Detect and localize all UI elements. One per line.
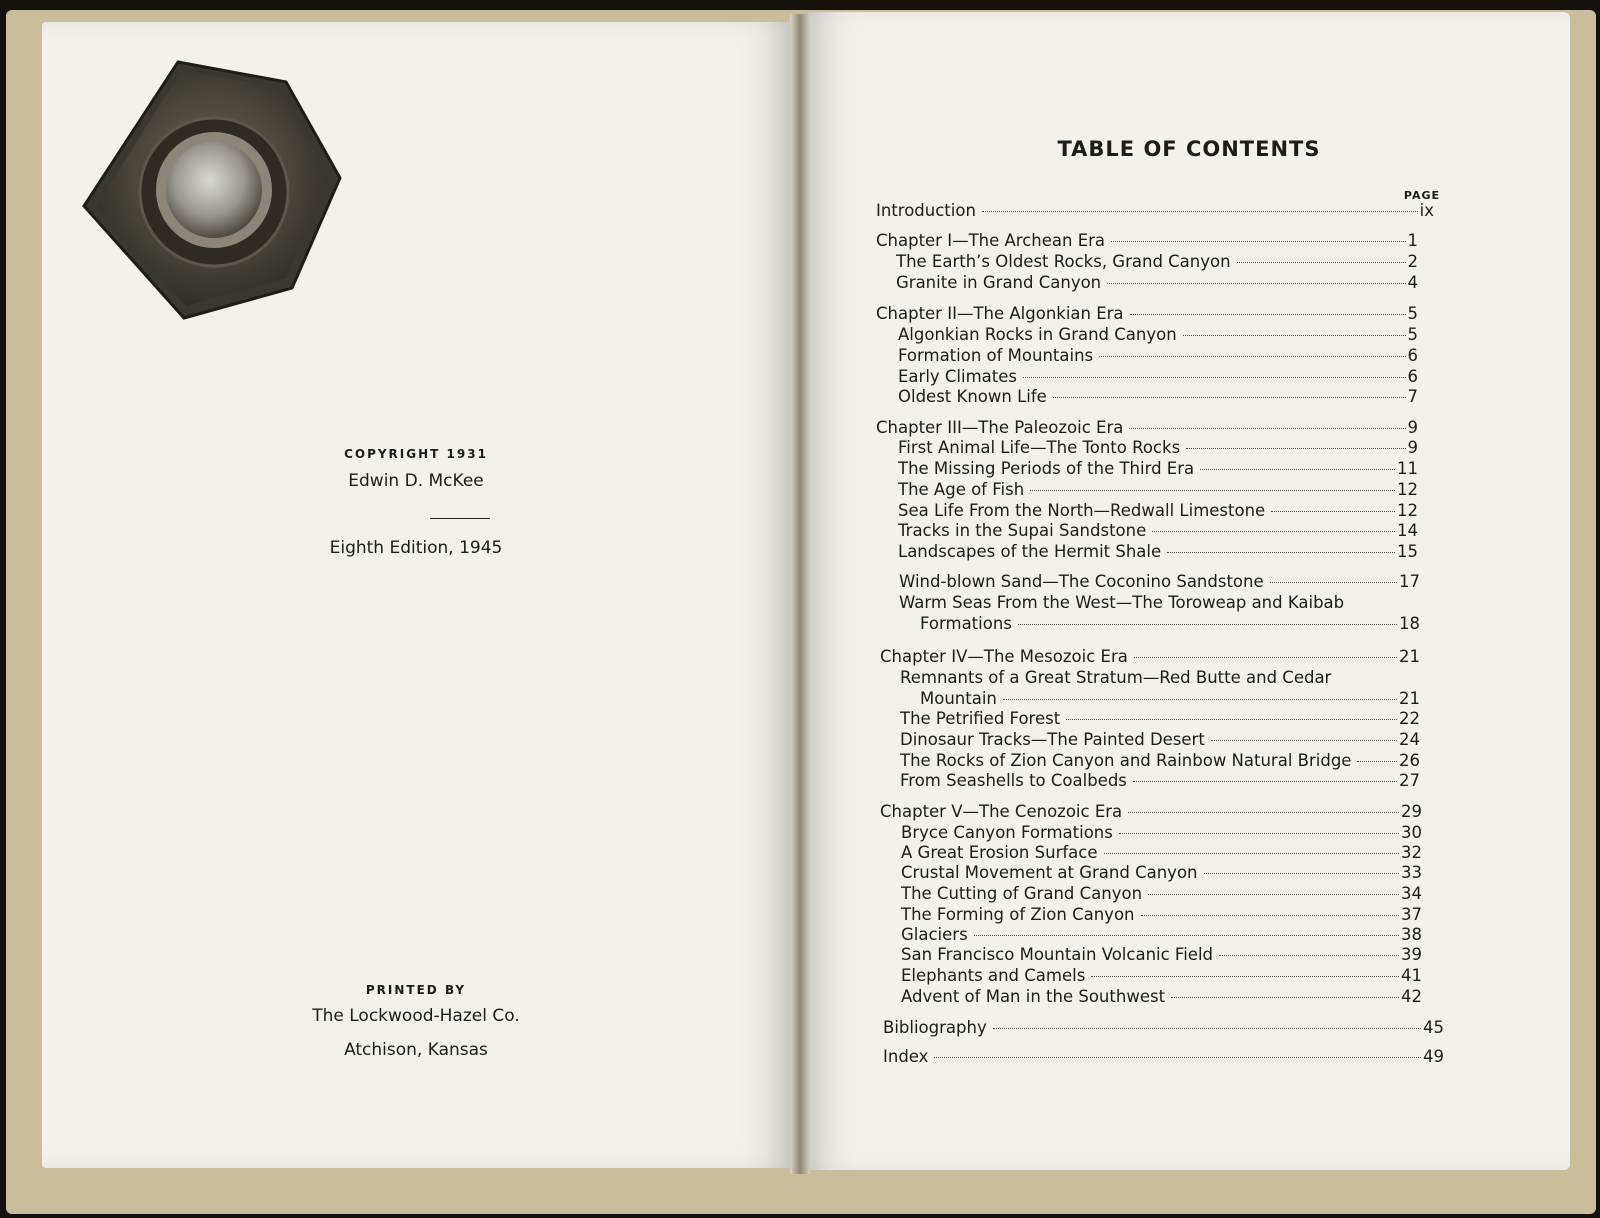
toc-entry — [901, 986, 1422, 1008]
toc-entry-title: Mountain — [920, 689, 997, 708]
dot-leader — [1104, 853, 1400, 854]
toc-entry-title: Chapter I—The Archean Era — [876, 231, 1106, 250]
toc-entry-title: Chapter IV—The Mesozoic Era — [880, 647, 1128, 666]
toc-entry-title: The Earth’s Oldest Rocks, Grand Canyon — [896, 252, 1231, 271]
toc-entry-page: 41 — [1401, 966, 1422, 985]
toc-entry-page: 17 — [1399, 572, 1420, 591]
toc-entry-title: Introduction — [876, 201, 976, 220]
dot-leader — [1107, 283, 1405, 284]
toc-entry-page: 32 — [1401, 843, 1422, 862]
toc-entry-page: 5 — [1407, 325, 1418, 344]
toc-entry-page: 21 — [1399, 647, 1420, 666]
toc-entry-page: 18 — [1399, 614, 1420, 633]
toc-entry-title: Advent of Man in the Southwest — [901, 987, 1166, 1006]
toc-entry-title: Tracks in the Supai Sandstone — [898, 521, 1147, 540]
author-name: Edwin D. McKee — [348, 471, 484, 491]
dot-leader — [1183, 335, 1406, 336]
toc-entry-page: 9 — [1407, 438, 1418, 457]
toc-entry — [898, 541, 1418, 563]
dot-leader — [1119, 833, 1399, 834]
toc-entry — [883, 1046, 1444, 1068]
toc-entry — [900, 729, 1420, 751]
toc-entry-page: 11 — [1397, 459, 1418, 478]
dot-leader — [1237, 262, 1406, 263]
toc-entry-page: 27 — [1399, 771, 1420, 790]
toc-entry-page: 7 — [1407, 387, 1418, 406]
toc-entry — [896, 272, 1418, 294]
dot-leader — [1219, 955, 1399, 956]
toc-entry — [900, 750, 1420, 772]
toc-entry-title: First Animal Life—The Tonto Rocks — [898, 438, 1181, 457]
toc-entry-title: Chapter III—The Paleozoic Era — [876, 418, 1124, 437]
toc-entry-page: ix — [1419, 201, 1434, 220]
toc-entry — [900, 708, 1420, 730]
toc-entry — [901, 924, 1422, 946]
toc-entry-title: San Francisco Mountain Volcanic Field — [901, 945, 1214, 964]
toc-entry — [880, 646, 1420, 668]
copyright-label: COPYRIGHT 1931 — [344, 447, 488, 461]
toc-entry — [880, 801, 1422, 823]
dot-leader — [1130, 314, 1406, 315]
toc-entry-title: The Age of Fish — [898, 480, 1025, 499]
toc-entry — [898, 324, 1418, 346]
book-gutter — [790, 14, 810, 1174]
dot-leader — [1023, 377, 1405, 378]
dot-leader — [1003, 699, 1397, 700]
toc-entry — [898, 386, 1418, 408]
toc-entry — [898, 500, 1418, 522]
dot-leader — [1204, 873, 1399, 874]
toc-entry-page: 29 — [1401, 802, 1422, 821]
dot-leader — [1152, 531, 1395, 532]
toc-entry-page: 39 — [1401, 945, 1422, 964]
toc-entry — [898, 366, 1418, 388]
toc-entry-page: 49 — [1423, 1047, 1444, 1066]
toc-entry-title: Wind-blown Sand—The Coconino Sandstone — [899, 572, 1264, 591]
dot-leader — [1129, 428, 1405, 429]
dot-leader — [1128, 812, 1399, 813]
dot-leader — [1018, 624, 1397, 625]
dot-leader — [1357, 761, 1397, 762]
dot-leader — [1271, 511, 1395, 512]
toc-entry-title: Granite in Grand Canyon — [896, 273, 1102, 292]
toc-entry — [898, 479, 1418, 501]
toc-entry-page: 37 — [1401, 905, 1422, 924]
toc-entry-page: 12 — [1397, 501, 1418, 520]
toc-entry — [883, 1017, 1444, 1039]
toc-entry-page: 26 — [1399, 751, 1420, 770]
toc-entry-page: 1 — [1407, 231, 1418, 250]
toc-entry-title: Crustal Movement at Grand Canyon — [901, 863, 1198, 882]
toc-entry-page: 33 — [1401, 863, 1422, 882]
dot-leader — [1211, 740, 1397, 741]
toc-entry — [876, 230, 1418, 252]
edition-text: Eighth Edition, 1945 — [329, 538, 503, 558]
toc-entry-page: 21 — [1399, 689, 1420, 708]
dot-leader — [1167, 552, 1395, 553]
dot-leader — [1091, 976, 1399, 977]
dot-leader — [1171, 997, 1399, 998]
toc-entry-page: 38 — [1401, 925, 1422, 944]
toc-entry-title: The Forming of Zion Canyon — [901, 905, 1135, 924]
toc-entry-title: Early Climates — [898, 367, 1018, 386]
toc-entry-page: 14 — [1397, 521, 1418, 540]
toc-entry-title: The Cutting of Grand Canyon — [901, 884, 1143, 903]
toc-entry-title: Chapter V—The Cenozoic Era — [880, 802, 1123, 821]
toc-entry-title: From Seashells to Coalbeds — [900, 771, 1127, 790]
hex-nut-icon — [78, 56, 346, 324]
page-column-label: PAGE — [1403, 189, 1440, 202]
toc-entry-title: Elephants and Camels — [901, 966, 1086, 985]
toc-entry — [920, 688, 1420, 710]
toc-entry-title: Bibliography — [883, 1018, 987, 1037]
toc-entry-page: 2 — [1407, 252, 1418, 271]
dot-leader — [993, 1028, 1421, 1029]
toc-entry-text: Warm Seas From the West—The Toroweap and Kaibab — [899, 593, 1345, 612]
dot-leader — [1134, 657, 1397, 658]
toc-entry-title: Glaciers — [901, 925, 968, 944]
toc-entry — [898, 345, 1418, 367]
toc-entry-title: Dinosaur Tracks—The Painted Desert — [900, 730, 1205, 749]
toc-entry-title: Algonkian Rocks in Grand Canyon — [898, 325, 1177, 344]
toc-entry-title: Index — [883, 1047, 929, 1066]
dot-leader — [1200, 469, 1395, 470]
toc-entry-title: Formation of Mountains — [898, 346, 1094, 365]
toc-entry-title: Bryce Canyon Formations — [901, 823, 1113, 842]
toc-entry-title: Landscapes of the Hermit Shale — [898, 542, 1162, 561]
toc-entry — [899, 571, 1420, 593]
dot-leader — [1066, 719, 1397, 720]
toc-entry-page: 45 — [1423, 1018, 1444, 1037]
toc-entry-title: Chapter II—The Algonkian Era — [876, 304, 1124, 323]
printer-name: The Lockwood-Hazel Co. — [312, 1006, 520, 1026]
toc-entry-title: The Rocks of Zion Canyon and Rainbow Natural Bridge — [900, 751, 1352, 770]
toc-entry — [901, 883, 1422, 905]
dot-leader — [1030, 490, 1395, 491]
toc-entry-title: Oldest Known Life — [898, 387, 1047, 406]
toc-title: TABLE OF CONTENTS — [1057, 137, 1321, 161]
toc-entry-title: A Great Erosion Surface — [901, 843, 1098, 862]
toc-entry-page: 42 — [1401, 987, 1422, 1006]
toc-entry — [898, 520, 1418, 542]
toc-entry — [920, 613, 1420, 635]
toc-entry — [876, 200, 1434, 222]
toc-entry-page: 4 — [1407, 273, 1418, 292]
toc-entry — [901, 965, 1422, 987]
dot-leader — [982, 211, 1418, 212]
dot-leader — [1053, 397, 1406, 398]
toc-entry — [876, 417, 1418, 439]
toc-entry-page: 5 — [1407, 304, 1418, 323]
printer-location: Atchison, Kansas — [344, 1040, 488, 1060]
toc-entry-page: 30 — [1401, 823, 1422, 842]
dot-leader — [1133, 781, 1397, 782]
toc-entry-page: 6 — [1407, 367, 1418, 386]
toc-entry — [876, 303, 1418, 325]
dot-leader — [1099, 356, 1405, 357]
toc-entry — [901, 862, 1422, 884]
dot-leader — [1111, 241, 1405, 242]
toc-entry — [900, 770, 1420, 792]
toc-entry-title: The Petrified Forest — [900, 709, 1061, 728]
toc-entry-title: The Missing Periods of the Third Era — [898, 459, 1195, 478]
toc-entry — [898, 458, 1418, 480]
toc-entry — [901, 904, 1422, 926]
toc-entry-page: 12 — [1397, 480, 1418, 499]
toc-entry-page: 9 — [1407, 418, 1418, 437]
toc-entry — [901, 944, 1422, 966]
toc-entry-title: Formations — [920, 614, 1012, 633]
dot-leader — [974, 935, 1399, 936]
dot-leader — [934, 1057, 1421, 1058]
toc-entry — [896, 251, 1418, 273]
dot-leader — [1186, 448, 1405, 449]
toc-entry-page: 22 — [1399, 709, 1420, 728]
dot-leader — [1141, 915, 1400, 916]
toc-entry-page: 34 — [1401, 884, 1422, 903]
toc-entry-page: 15 — [1397, 542, 1418, 561]
toc-entry-page: 24 — [1399, 730, 1420, 749]
toc-entry-text: Remnants of a Great Stratum—Red Butte and Cedar — [900, 668, 1332, 687]
toc-entry — [901, 842, 1422, 864]
toc-entry — [898, 437, 1418, 459]
printed-by-label: PRINTED BY — [365, 983, 467, 997]
divider-rule — [430, 518, 490, 519]
toc-entry — [901, 822, 1422, 844]
dot-leader — [1148, 894, 1399, 895]
toc-entry-page: 6 — [1407, 346, 1418, 365]
dot-leader — [1270, 582, 1397, 583]
toc-entry-title: Sea Life From the North—Redwall Limestone — [898, 501, 1266, 520]
